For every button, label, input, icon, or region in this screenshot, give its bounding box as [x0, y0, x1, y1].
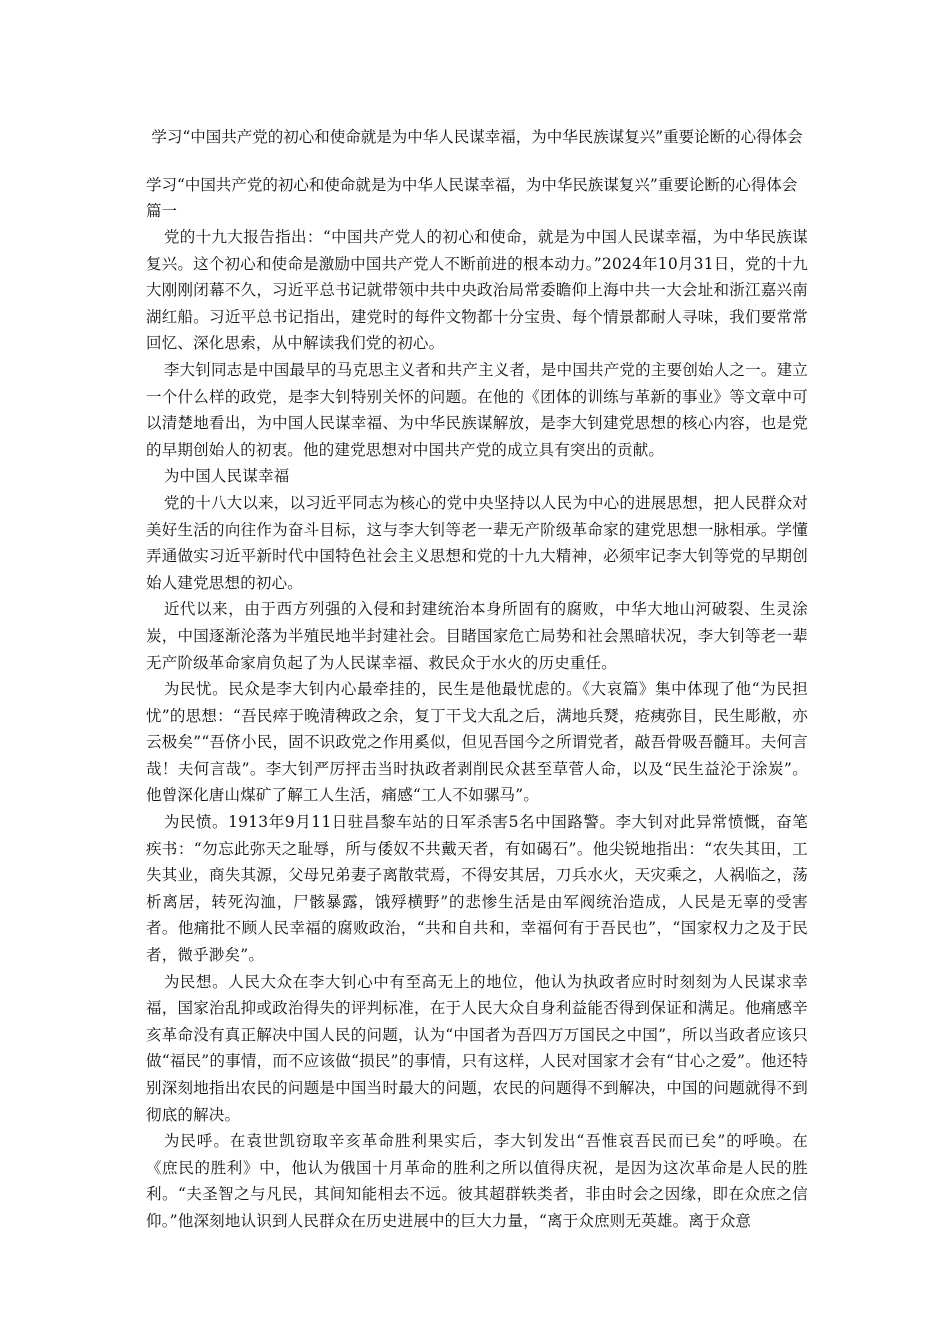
subheading: 为中国人民谋幸福 [163, 467, 290, 486]
body-title: 学习“中国共产党的初心和使命就是为中华人民谋幸福，为中华民族谋复兴”重要论断的心得体会 [146, 176, 798, 194]
paragraph: 近代以来，由于西方列强的入侵和封建统治本身所固有的腐败，中华大地山河破裂、生灵涂炭，中国逐渐沦落为半殖民地半封建社会。目睹国家危亡局势和社会黑暗状况，李大钊等老一辈无产阶级革命家肩负起了为人民谋幸福、救民众于水火的历史重任。 [146, 600, 808, 672]
paragraph: 党的十九大报告指出：“中国共产党人的初心和使命，就是为中国人民谋幸福，为中华民族谋复兴。这个初心和使命是激励中国共产党人不断前进的根本动力。”2024年10月31日，党的十九大刚刚闭幕不久，习近平总书记就带领中共中央政治局常委瞻仰上海中共一大会址和浙江嘉兴南湖红船。习近平总书记指出，建党时的每件文物都十分宝贵、每个情景都耐人寻味，我们要常常回忆、深化思索，从中解读我们党的初心。 [146, 228, 808, 353]
document-page [146, 124, 808, 1235]
paragraph: 为民愤。1913年9月11日驻昌黎车站的日军杀害5名中国路警。李大钊对此异常愤慨，奋笔疾书：“勿忘此弥天之耻辱，所与倭奴不共戴天者，有如碣石”。他尖锐地指出：“农失其田，工失其业，商失其源，父母兄弟妻子离散茕焉，不得安其居，刀兵水火，天灾乘之，人祸临之，荡析离居，转死沟洫，尸骸暴露，饿殍横野”的悲惨生活是由军阀统治造成，人民是无辜的受害者。他痛批不顾人民幸福的腐败政治，“共和自共和，幸福何有于吾民也”，“国家权力之及于民者，微乎渺矣”。 [146, 813, 808, 965]
section-label: 篇一 [146, 202, 178, 220]
paragraph: 为民呼。在袁世凯窃取辛亥革命胜利果实后，李大钊发出“吾惟哀吾民而已矣”的呼唤。在《庶民的胜利》中，他认为俄国十月革命的胜利之所以值得庆祝，是因为这次革命是人民的胜利。“夫圣智之与凡民，其间知能相去不远。彼其超群轶类者，非由时会之因缘，即在众庶之信仰。”他深刻地认识到人民群众在历史进展中的巨大力量，“离于众庶则无英雄。离于众意 [146, 1132, 808, 1230]
paragraph: 李大钊同志是中国最早的马克思主义者和共产主义者，是中国共产党的主要创始人之一。建立一个什么样的政党，是李大钊特别关怀的问题。在他的《团体的训练与革新的事业》等文章中可以清楚地看出，为中国人民谋幸福、为中华民族谋解放，是李大钊建党思想的核心内容，也是党的早期创始人的初衷。他的建党思想对中国共产党的成立具有突出的贡献。 [146, 360, 808, 459]
paragraph: 为民想。人民大众在李大钊心中有至高无上的地位，他认为执政者应时时刻刻为人民谋求幸福，国家治乱抑或政治得失的评判标准，在于人民大众自身利益能否得到保证和满足。他痛感辛亥革命没有真正解决中国人民的问题，认为“中国者为吾四万万国民之中国”，所以当政者应该只做“福民”的事情，而不应该做“损民”的事情，只有这样，人民对国家才会有“甘心之爱”。他还特别深刻地指出农民的问题是中国当时最大的问题，农民的问题得不到解决，中国的问题就得不到彻底的解决。 [146, 972, 808, 1124]
document-title: 学习“中国共产党的初心和使命就是为中华人民谋幸福，为中华民族谋复兴”重要论断的心得体会 [151, 128, 803, 146]
paragraph: 为民忧。民众是李大钊内心最牵挂的，民生是他最忧虑的。《大哀篇》集中体现了他“为民担忧”的思想：“吾民瘁于晚清稗政之余，复丁干戈大乱之后，满地兵燹，疮痍弥目，民生彫敝，亦云极矣”“吾侪小民，固不识政党之作用奚似，但见吾国今之所谓党者，敲吾骨吸吾髓耳。夫何言哉！夫何言哉”。李大钊严厉抨击当时执政者剥削民众甚至草菅人命，以及“民生益沦于涂炭”。他曾深化唐山煤矿了解工人生活，痛感“工人不如骡马”。 [146, 680, 808, 805]
paragraph: 党的十八大以来，以习近平同志为核心的党中央坚持以人民为中心的进展思想，把人民群众对美好生活的向往作为奋斗目标，这与李大钊等老一辈无产阶级革命家的建党思想一脉相承。学懂弄通做实习近平新时代中国特色社会主义思想和党的十九大精神，必须牢记李大钊等党的早期创始人建党思想的初心。 [146, 493, 808, 592]
